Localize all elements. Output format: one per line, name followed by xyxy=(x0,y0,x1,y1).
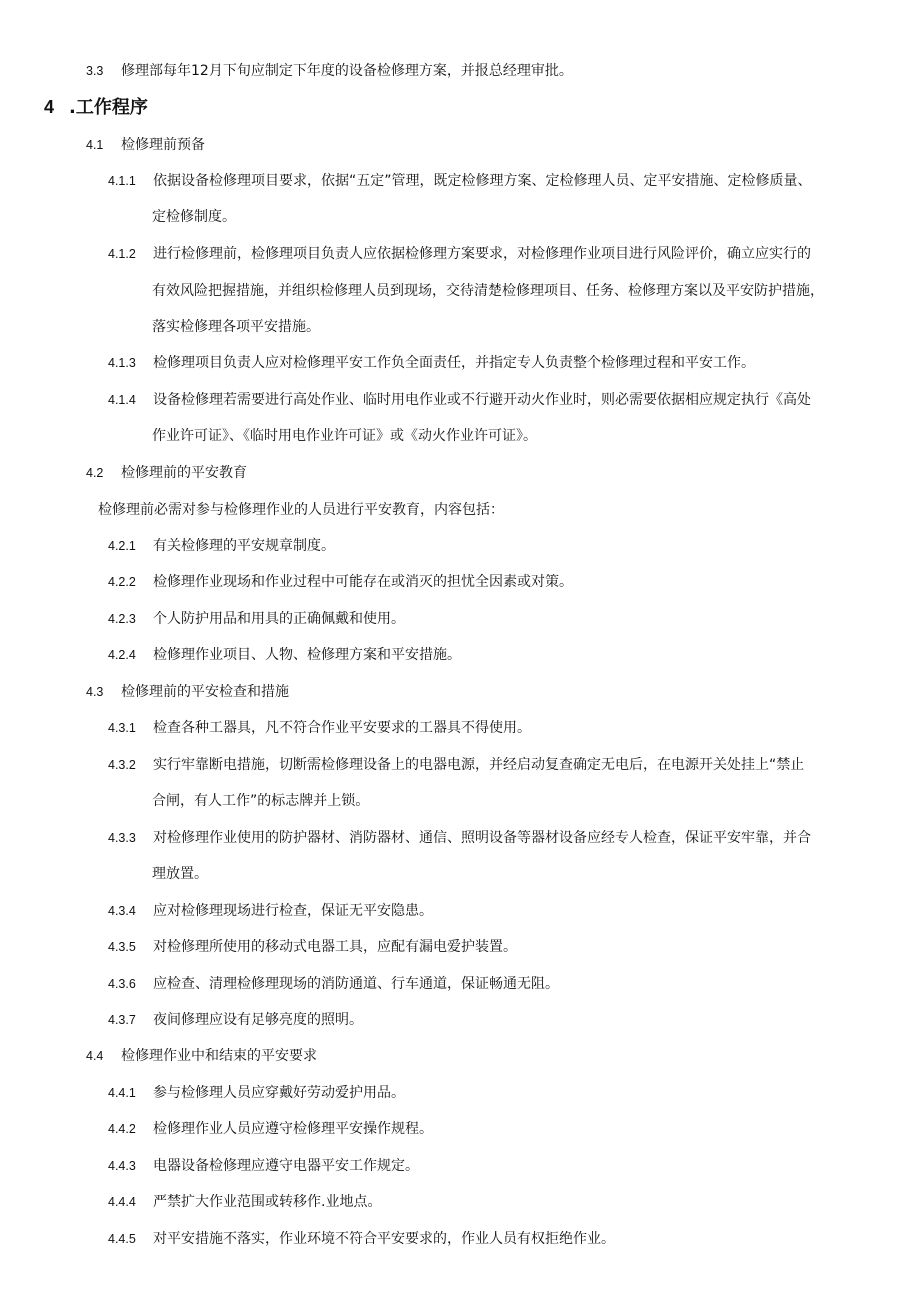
clause-4-3-5 xyxy=(108,937,517,957)
clause-text: 检修理作业现场和作业过程中可能存在或消灭的担忧全因素或对策。 xyxy=(153,574,573,590)
clause-number: 4.4.3 xyxy=(108,1159,136,1173)
clause-number: 4.2.2 xyxy=(108,575,136,589)
subsection-title: 检修理前预备 xyxy=(121,137,205,153)
clause-text: 检查各种工器具，凡不符合作业平安要求的工器具不得使用。 xyxy=(153,720,531,736)
clause-text: 对检修理所使用的移动式电器工具，应配有漏电爱护装置。 xyxy=(153,939,517,955)
clause-4-3-7 xyxy=(108,1010,363,1030)
clause-4-2-2 xyxy=(108,572,573,592)
clause-number: 4.3.6 xyxy=(108,977,136,991)
clause-text: 严禁扩大作业范围或转移作.业地点。 xyxy=(153,1194,382,1210)
subsection-title: 检修理前的平安教育 xyxy=(121,465,247,481)
clause-4-2-3 xyxy=(108,609,405,629)
clause-number: 4.3.2 xyxy=(108,758,136,772)
clause-4-3-2 xyxy=(108,755,804,775)
intro-paragraph: 检修理前必需对参与检修理作业的人员进行平安教育，内容包括： xyxy=(98,502,504,518)
clause-text: 检修理作业项目、人物、检修理方案和平安措施。 xyxy=(153,647,461,663)
clause-text: 对检修理作业使用的防护器材、消防器材、通信、照明设备等器材设备应经专人检查，保证平安牢靠，并合 xyxy=(153,830,811,846)
clause-number: 4.4.1 xyxy=(108,1086,136,1100)
clause-4-1-4 xyxy=(108,390,811,410)
clause-text: 实行牢靠断电措施，切断需检修理设备上的电器电源，并经启动复查确定无电后，在电源开关处挂上“禁止 xyxy=(153,757,805,773)
clause-4-1-2-continuation: 落实检修理各项平安措施。 xyxy=(152,319,320,335)
clause-text: 检修理作业人员应遵守检修理平安操作规程。 xyxy=(153,1121,433,1137)
clause-text: 个人防护用品和用具的正确佩戴和使用。 xyxy=(153,611,405,627)
clause-4-3-1 xyxy=(108,718,531,738)
subsection-4-2 xyxy=(86,463,247,483)
subsection-number: 4.2 xyxy=(86,466,104,480)
clause-4-3-3 xyxy=(108,828,811,848)
clause-text: 对平安措施不落实，作业环境不符合平安要求的，作业人员有权拒绝作业。 xyxy=(153,1231,615,1247)
subsection-title: 检修理作业中和结束的平安要求 xyxy=(121,1048,317,1064)
clause-number: 4.3.1 xyxy=(108,721,136,735)
clause-number: 4.1.1 xyxy=(108,174,136,188)
clause-4-4-3 xyxy=(108,1156,419,1176)
clause-text: 参与检修理人员应穿戴好劳动爱护用品。 xyxy=(153,1085,405,1101)
subsection-title: 检修理前的平安检查和措施 xyxy=(121,684,289,700)
clause-4-1-2 xyxy=(108,244,811,264)
section-number: 4 xyxy=(44,97,55,117)
clause-number: 4.3.5 xyxy=(108,940,136,954)
clause-4-3-4 xyxy=(108,901,433,921)
clause-4-1-3 xyxy=(108,353,755,373)
clause-number: 4.4.2 xyxy=(108,1122,136,1136)
clause-number: 4.1.4 xyxy=(108,393,136,407)
subsection-4-3 xyxy=(86,682,289,702)
subsection-number: 4.4 xyxy=(86,1049,104,1063)
clause-number: 4.2.4 xyxy=(108,648,136,662)
section-heading-4 xyxy=(44,95,148,120)
clause-number: 4.2.3 xyxy=(108,612,136,626)
clause-4-4-5 xyxy=(108,1229,615,1249)
clause-text: 应对检修理现场进行检查，保证无平安隐患。 xyxy=(153,903,433,919)
clause-text: 夜间修理应设有足够亮度的照明。 xyxy=(153,1012,363,1028)
clause-number: 4.4.4 xyxy=(108,1195,136,1209)
clause-4-4-2 xyxy=(108,1119,433,1139)
clause-text: 检修理项目负责人应对检修理平安工作负全面责任，并指定专人负责整个检修理过程和平安工作。 xyxy=(153,355,755,371)
clause-4-1-4-continuation: 作业许可证》、《临时用电作业许可证》或《动火作业许可证》。 xyxy=(152,428,537,444)
subsection-number: 4.3 xyxy=(86,685,104,699)
clause-4-1-1-continuation: 定检修制度。 xyxy=(152,209,236,225)
clause-3-3 xyxy=(86,61,573,81)
clause-text: 应检查、清理检修理现场的消防通道、行车通道，保证畅通无阻。 xyxy=(153,976,559,992)
clause-number: 4.3.7 xyxy=(108,1013,136,1027)
clause-4-4-4 xyxy=(108,1192,381,1212)
subsection-4-1 xyxy=(86,135,205,155)
clause-text: 依据设备检修理项目要求，依据“五定”管理，既定检修理方案、定检修理人员、定平安措施、定检修质量、 xyxy=(153,173,812,189)
clause-number: 3.3 xyxy=(86,64,104,78)
clause-4-3-3-continuation: 理放置。 xyxy=(152,866,208,882)
clause-4-3-6 xyxy=(108,974,559,994)
clause-number: 4.4.5 xyxy=(108,1232,136,1246)
clause-4-2-4 xyxy=(108,645,461,665)
subsection-number: 4.1 xyxy=(86,138,104,152)
clause-number: 4.3.4 xyxy=(108,904,136,918)
clause-number: 4.1.3 xyxy=(108,356,136,370)
clause-number: 4.2.1 xyxy=(108,539,136,553)
clause-text: 设备检修理若需要进行高处作业、临时用电作业或不行避开动火作业时，则必需要依据相应规定执行《高处 xyxy=(153,392,811,408)
clause-4-1-1 xyxy=(108,171,812,191)
clause-text: 有关检修理的平安规章制度。 xyxy=(153,538,335,554)
subsection-4-4 xyxy=(86,1046,317,1066)
clause-text: 修理部每年12月下旬应制定下年度的设备检修理方案，并报总经理审批。 xyxy=(121,63,573,79)
clause-4-2-1 xyxy=(108,536,335,556)
clause-text: 进行检修理前，检修理项目负责人应依据检修理方案要求，对检修理作业项目进行风险评价，确立应实行的 xyxy=(153,246,811,262)
clause-text: 电器设备检修理应遵守电器平安工作规定。 xyxy=(153,1158,419,1174)
clause-number: 4.3.3 xyxy=(108,831,136,845)
clause-4-4-1 xyxy=(108,1083,405,1103)
clause-number: 4.1.2 xyxy=(108,247,136,261)
clause-4-1-2-continuation: 有效风险把握措施，并组织检修理人员到现场，交待清楚检修理项目、任务、检修理方案以及平安防护措施， xyxy=(152,283,824,299)
section-title: .工作程序 xyxy=(69,97,148,118)
clause-4-3-2-continuation: 合闸，有人工作”的标志牌并上锁。 xyxy=(152,793,370,809)
